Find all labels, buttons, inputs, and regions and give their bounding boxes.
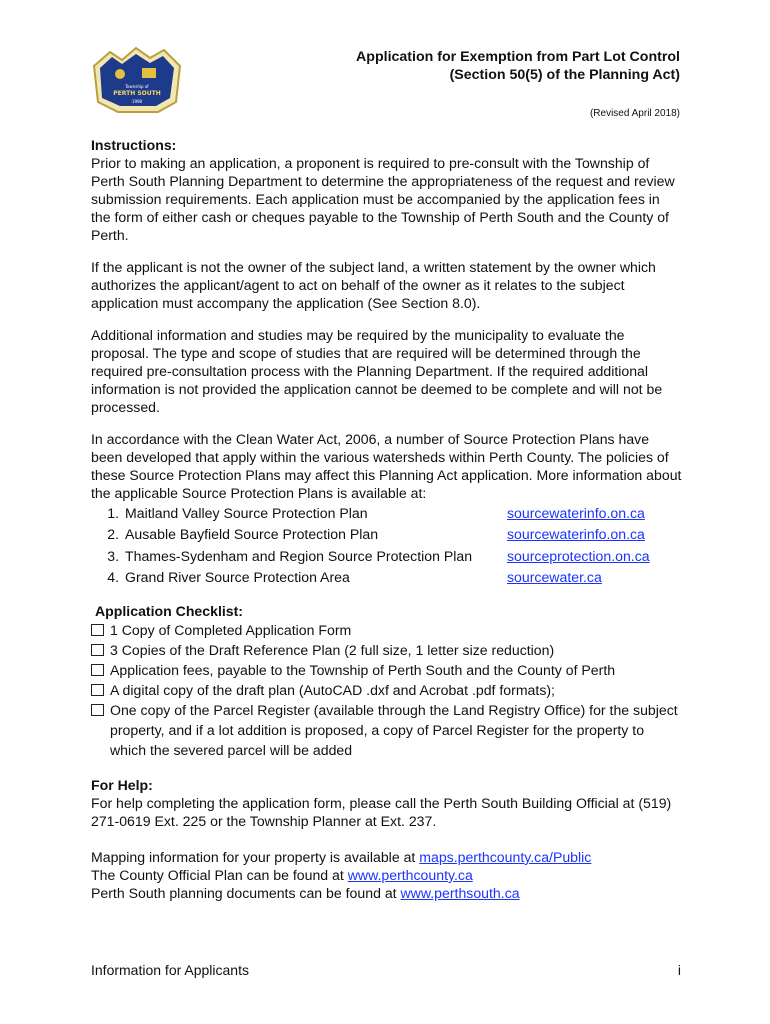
checklist-item — [91, 680, 683, 700]
official-plan-prefix: The County Official Plan can be found at — [91, 867, 348, 883]
checklist-item-label: One copy of the Parcel Register (available through the Land Registry Office) for the subject property, and if a lot addition is proposed, a copy of Parcel Register for the property to which the severed parcel will be added — [110, 702, 678, 758]
page-number: i — [677, 962, 681, 978]
planning-docs-prefix: Perth South planning documents can be found at — [91, 885, 401, 901]
plan-name: Maitland Valley Source Protection Plan — [125, 504, 368, 521]
plan-link[interactable]: sourcewaterinfo.on.ca — [507, 526, 645, 543]
checkbox[interactable] — [91, 684, 104, 696]
mapping-prefix: Mapping information for your property is available at — [91, 849, 420, 865]
plan-link[interactable]: sourcewaterinfo.on.ca — [507, 504, 645, 521]
checklist-item-label: 1 Copy of Completed Application Form — [110, 622, 352, 638]
checkbox[interactable] — [91, 644, 104, 656]
revised-date: (Revised April 2018) — [589, 108, 680, 119]
help-heading: For Help: — [91, 777, 153, 793]
checklist-item-label: A digital copy of the draft plan (AutoCAD .dxf and Acrobat .pdf formats); — [110, 682, 555, 698]
checklist-item — [91, 700, 683, 760]
plan-name: Thames-Sydenham and Region Source Protection Plan — [125, 547, 473, 564]
title-line-2: (Section 50(5) of the Planning Act) — [449, 67, 680, 83]
plan-number: 1. — [107, 504, 119, 521]
instructions-paragraph-2: If the applicant is not the owner of the subject land, a written statement by the owner which authorizes the applicant/agent to act on behalf of the owner as it relates to the subject application must accompany the application (See Section 8.0). — [91, 259, 656, 311]
checklist-item-label: 3 Copies of the Draft Reference Plan (2 full size, 1 letter size reduction) — [110, 642, 555, 658]
plan-name: Ausable Bayfield Source Protection Plan — [125, 526, 379, 543]
application-checklist — [91, 602, 683, 760]
plan-link[interactable]: sourcewater.ca — [507, 569, 602, 586]
mapping-line — [91, 848, 683, 866]
document-body — [91, 136, 683, 902]
footer-label: Information for Applicants — [91, 962, 249, 978]
township-logo — [88, 44, 184, 116]
plan-item — [91, 545, 683, 567]
plan-link[interactable]: sourceprotection.on.ca — [507, 547, 650, 564]
logo-text-small: Township of — [125, 84, 149, 89]
checklist-heading: Application Checklist: — [95, 603, 244, 619]
checklist-item-label: Application fees, payable to the Township of Perth South and the County of Perth — [110, 662, 616, 678]
source-protection-plans-list — [91, 502, 683, 588]
plan-item — [91, 502, 683, 524]
checkbox[interactable] — [91, 624, 104, 636]
title-line-1: Application for Exemption from Part Lot Control — [356, 49, 680, 65]
instructions-paragraph-1: Prior to making an application, a proponent is required to pre-consult with the Township of Perth South Planning Department to determine the appropriateness of the request and review submission requirements. Each application must be accompanied by the application fees in the form of either cash or cheques payable to the Township of Perth South and the County of Perth. — [91, 155, 675, 243]
checklist-item — [91, 660, 683, 680]
plan-item — [91, 567, 683, 589]
instructions-paragraph-3: Additional information and studies may be required by the municipality to evaluate the proposal. The type and scope of studies that are required will be determined through the required pre-consultation process with the Planning Department. If the required additional information is not provided the application cannot be deemed to be complete and will not be processed. — [91, 327, 663, 415]
official-plan-line — [91, 866, 683, 884]
mapping-link[interactable]: maps.perthcounty.ca/Public — [419, 849, 592, 865]
plan-number: 2. — [107, 526, 119, 543]
instructions-heading: Instructions: — [91, 137, 177, 153]
planning-docs-link[interactable]: www.perthsouth.ca — [400, 885, 520, 901]
help-section — [91, 776, 683, 902]
plan-number: 3. — [107, 547, 119, 564]
planning-docs-line — [91, 884, 683, 902]
checkbox[interactable] — [91, 704, 104, 716]
plan-name: Grand River Source Protection Area — [125, 569, 350, 586]
logo-year: 1998 — [131, 99, 143, 104]
checklist-item — [91, 620, 683, 640]
document-title — [356, 48, 680, 84]
logo-text-main: PERTH SOUTH — [113, 90, 161, 97]
checkbox[interactable] — [91, 664, 104, 676]
plan-number: 4. — [107, 569, 119, 586]
instructions-paragraph-4: In accordance with the Clean Water Act, 2006, a number of Source Protection Plans have been developed that apply within the various watersheds within Perth County. The policies of these Source Protection Plans may affect this Planning Act application. More information about the applicable Source Protection Plans is available at: — [91, 431, 682, 501]
help-text: For help completing the application form, please call the Perth South Building Official at (519) 271-0619 Ext. 225 or the Township Planner at Ext. 237. — [91, 795, 672, 829]
official-plan-link[interactable]: www.perthcounty.ca — [347, 867, 473, 883]
checklist-item — [91, 640, 683, 660]
plan-item — [91, 524, 683, 546]
